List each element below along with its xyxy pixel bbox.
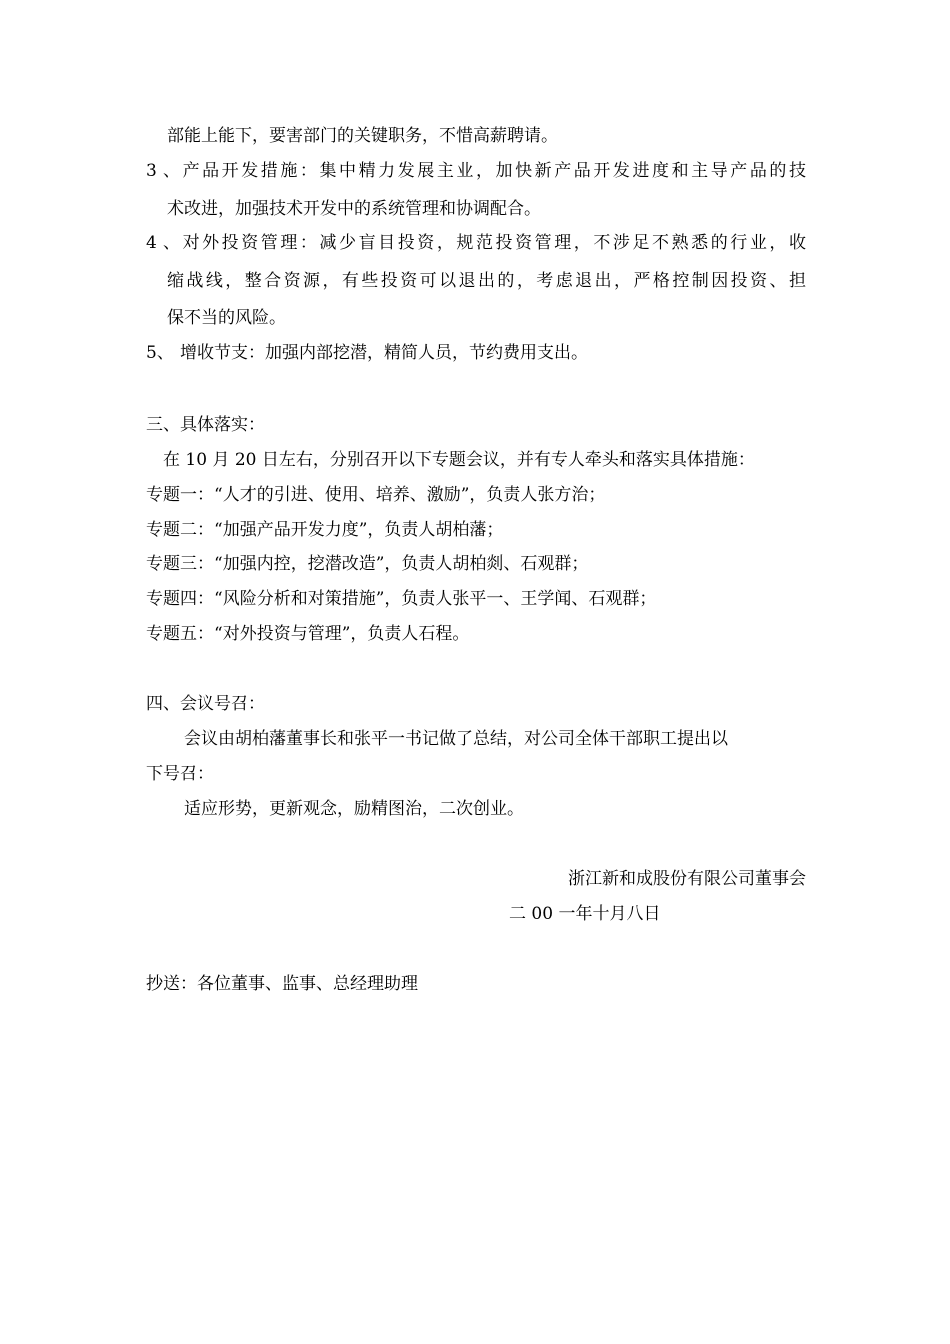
topic-4: 专题四：“风险分析和对策措施”，负责人张平一、王学闻、石观群； [146,589,657,609]
topic-5: 专题五：“对外投资与管理”，负责人石程。 [146,624,470,644]
section-4-paragraph-line-1: 会议由胡柏藩董事长和张平一书记做了总结，对公司全体干部职工提出以 [184,729,728,749]
signature-organization: 浙江新和成股份有限公司董事会 [568,869,806,889]
topic-1: 专题一：“人才的引进、使用、培养、激励”，负责人张方治； [146,485,606,505]
signature-date: 二 00 一年十月八日 [509,904,661,924]
list-item-4-number: 4、 [146,233,180,253]
list-item-5-line-1: 5、 增收节支：加强内部挖潜，精简人员，节约费用支出。 [146,343,588,363]
list-item-4-line-1: 4、对外投资管理：减少盲目投资，规范投资管理，不涉足不熟悉的行业，收 [146,233,806,253]
list-item-3-number: 3、 [146,161,180,181]
list-item-3-line-1: 3、产品开发措施：集中精力发展主业，加快新产品开发进度和主导产品的技 [146,161,806,181]
topic-2: 专题二：“加强产品开发力度”，负责人胡柏藩； [146,520,504,540]
cc-line: 抄送：各位董事、监事、总经理助理 [146,974,418,994]
section-4-paragraph-line-2: 下号召： [146,764,214,784]
list-item-3-line-2: 术改进，加强技术开发中的系统管理和协调配合。 [167,199,541,219]
continued-line: 部能上能下，要害部门的关键职务，不惜高薪聘请。 [167,126,558,146]
list-item-4-line-3: 保不当的风险。 [167,308,286,328]
topic-3: 专题三：“加强内控，挖潜改造”，负责人胡柏剡、石观群； [146,554,589,574]
list-item-5-number: 5、 [146,343,174,363]
section-3-heading: 三、具体落实： [146,415,265,435]
section-3-intro: 在 10 月 20 日左右，分别召开以下专题会议，并有专人牵头和落实具体措施： [163,450,755,470]
section-4-slogan: 适应形势，更新观念，励精图治，二次创业。 [184,799,524,819]
list-item-4-line-2: 缩战线，整合资源，有些投资可以退出的，考虑退出，严格控制因投资、担 [167,271,806,291]
section-4-heading: 四、会议号召： [146,694,265,714]
